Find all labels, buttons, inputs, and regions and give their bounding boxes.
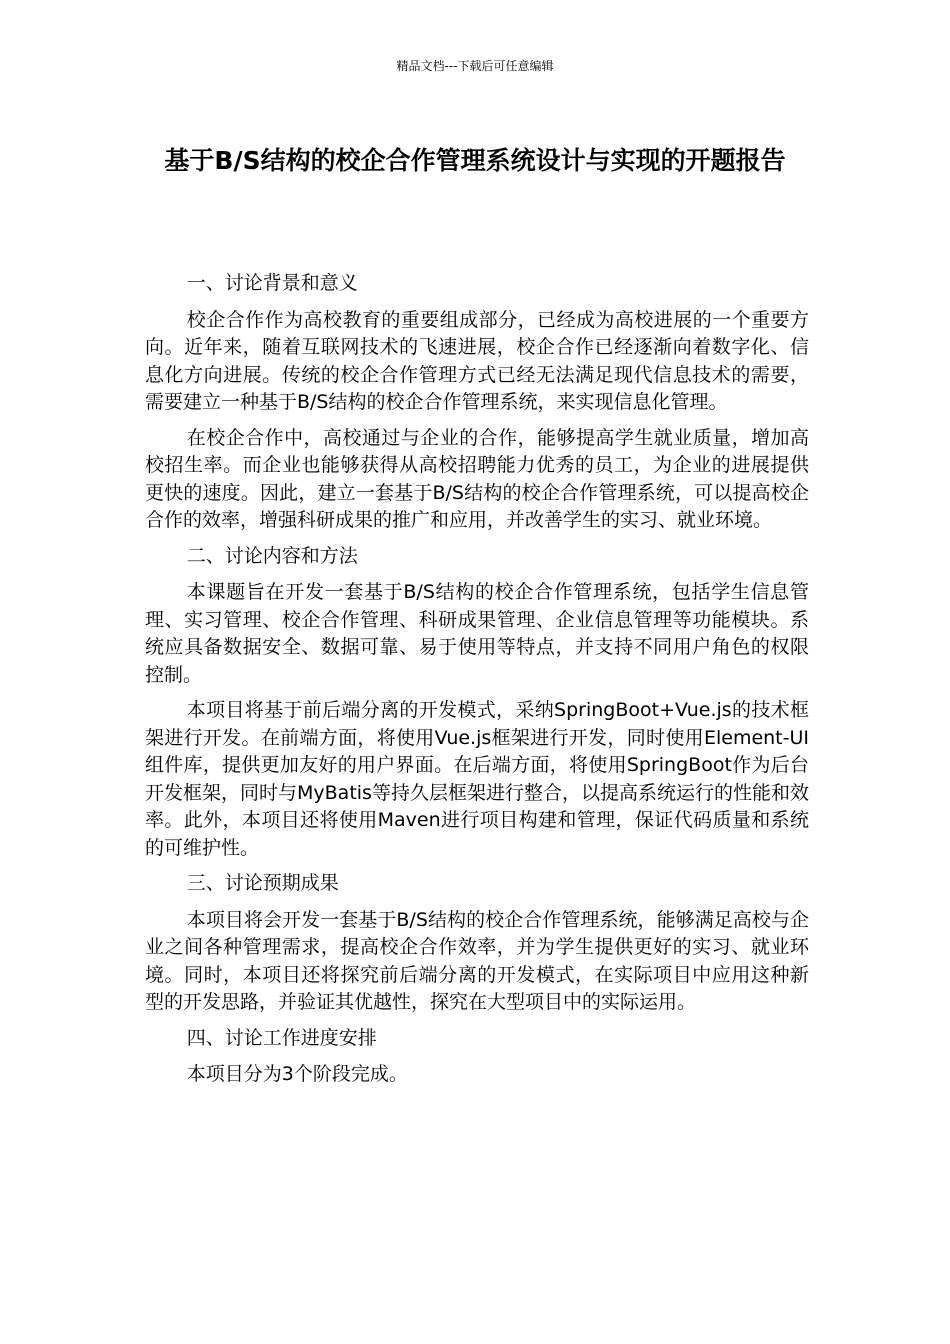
section-heading: 一、讨论背景和意义 bbox=[186, 272, 358, 294]
paragraph: 本课题旨在开发一套基于B/S结构的校企合作管理系统，包括学生信息管理、实习管理、校企合作管理、科研成果管理、企业信息管理等功能模块。系统应具备数据安全、数据可靠、易于使用等特点，并支持不同用户角色的权限控制。 bbox=[145, 581, 809, 686]
paragraph: 本项目分为3个阶段完成。 bbox=[186, 1063, 408, 1085]
paragraph: 本项目将基于前后端分离的开发模式，采纳SpringBoot+Vue.js的技术框架进行开发。在前端方面，将使用Vue.js框架进行开发，同时使用Element-UI组件库，提供更加友好的用户界面。在后端方面，将使用SpringBoot作为后台开发框架，同时与MyBatis等持久层框架进行整合，以提高系统运行的性能和效率。此外，本项目还将使用Maven进行项目构建和管理，保证代码质量和系统的可维护性。 bbox=[145, 699, 809, 859]
paragraph: 校企合作作为高校教育的重要组成部分，已经成为高校进展的一个重要方向。近年来，随着互联网技术的飞速进展，校企合作已经逐渐向着数字化、信息化方向进展。传统的校企合作管理方式已经无法满足现代信息技术的需要，需要建立一种基于B/S结构的校企合作管理系统，来实现信息化管理。 bbox=[145, 308, 809, 413]
section-heading: 二、讨论内容和方法 bbox=[186, 544, 358, 567]
paragraph: 本项目将会开发一套基于B/S结构的校企合作管理系统，能够满足高校与企业之间各种管理需求，提高校企合作效率，并为学生提供更好的实习、就业环境。同时，本项目还将探究前后端分离的开发模式，在实际项目中应用这种新型的开发思路，并验证其优越性，探究在大型项目中的实际运用。 bbox=[145, 908, 809, 1013]
section-heading: 四、讨论工作进度安排 bbox=[186, 1026, 377, 1049]
paragraph: 在校企合作中，高校通过与企业的合作，能够提高学生就业质量，增加高校招生率。而企业也能够获得从高校招聘能力优秀的员工，为企业的进展提供更快的速度。因此，建立一套基于B/S结构的校企合作管理系统，可以提高校企合作的效率，增强科研成果的推广和应用，并改善学生的实习、就业环境。 bbox=[145, 426, 809, 531]
document-body bbox=[145, 270, 809, 1097]
document-title: 基于B/S结构的校企合作管理系统设计与实现的开题报告 bbox=[164, 146, 786, 175]
page-header: 精品文档---下载后可任意编辑 bbox=[396, 59, 554, 73]
section-heading: 三、讨论预期成果 bbox=[186, 872, 339, 894]
